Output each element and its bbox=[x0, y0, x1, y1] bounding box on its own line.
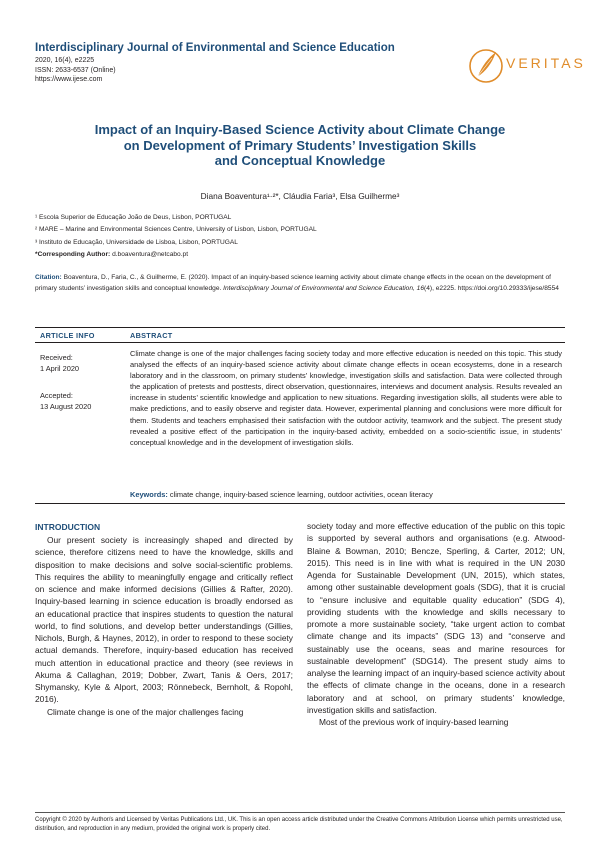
keywords-list: climate change, inquiry-based science learning, outdoor activities, ocean literacy bbox=[169, 490, 433, 499]
corresponding-email[interactable]: d.boaventura@netcabo.pt bbox=[112, 250, 189, 258]
title-line-3: and Conceptual Knowledge bbox=[214, 153, 386, 168]
col2-paragraph-2: Most of the previous work of inquiry-based learning bbox=[319, 717, 509, 727]
info-mid-rule bbox=[35, 342, 565, 343]
title-line-2: on Development of Primary Students’ Investigation Skills bbox=[123, 137, 477, 153]
affiliation-2: ² MARE – Marine and Environmental Sciences Centre, University of Lisbon, Lisbon, PORTUGAL bbox=[35, 226, 317, 234]
keywords-label: Keywords: bbox=[130, 490, 168, 499]
article-info-heading: ARTICLE INFO bbox=[40, 331, 95, 340]
article-title bbox=[50, 122, 550, 169]
received-date: 1 April 2020 bbox=[40, 364, 80, 373]
citation-tail[interactable]: (4), e2225. https://doi.org/10.29333/ijese/8554 bbox=[424, 285, 559, 292]
journal-volume: 2020, 16(4), e2225 bbox=[35, 57, 95, 64]
abstract-heading: ABSTRACT bbox=[130, 331, 173, 340]
citation-label: Citation: bbox=[35, 274, 62, 281]
authors: Diana Boaventura¹·²*, Cláudia Faria³, Elsa Guilherme³ bbox=[200, 191, 400, 201]
introduction-heading: INTRODUCTION bbox=[35, 522, 101, 532]
affiliations bbox=[35, 212, 317, 261]
col1-paragraph-1: Our present society is increasingly shaped and directed by science, therefore citizens need to have the knowledge, skills and disposition to make decisions and solve social-scientific problems. This requires the ability to meaningfully engage and critically reflect on science and make informed decisions (Gillies & Rafter, 2020). Inquiry-based learning in science education is broadly endorsed as an educational practice that inspires students to question the natural world, to find solutions, and develop better understandings (Gillies, Nichols, Burgh, & Haynes, 2012), in order to respond to these society actual demands. Therefore, inquiry-based education has received much attention in educational practice and theory (see reviews in Akuma & Callaghan, 2019; Dobber, Zwart, Tanis & Oers, 2017; Shymansky, Kyle & Alport, 2003; Rönnebeck, Bernholt, & Ropohl, 2016). bbox=[35, 535, 293, 705]
journal-name: Interdisciplinary Journal of Environmental and Science Education bbox=[35, 42, 395, 54]
journal-meta bbox=[35, 56, 116, 85]
accepted-label: Accepted: bbox=[40, 391, 73, 400]
citation-journal: Interdisciplinary Journal of Environmental and Science Education, 16 bbox=[223, 285, 425, 292]
journal-issn: ISSN: 2633-6537 (Online) bbox=[35, 66, 116, 74]
corresponding-label: *Corresponding Author: bbox=[35, 250, 111, 258]
copyright-footer: Copyright © 2020 by Author/s and Licensed by Veritas Publications Ltd., UK. This is an open access article distributed under the Creative Commons Attribution License which permits unrestricted use, distribution, and reproduction in any medium, provided the original work is properly cited. bbox=[35, 817, 563, 832]
info-top-rule bbox=[35, 327, 565, 328]
journal-url[interactable]: https://www.ijese.com bbox=[35, 76, 103, 84]
citation-text: Boaventura, D., Faria, C., & Guilherme, E. (2020). Impact of an inquiry-based science learning activity about climate change effects in the ocean on the development of primary students’ investigation skills and conceptual knowledge. bbox=[35, 274, 551, 292]
col2-paragraph-1: society today and more effective education of the public on this topic is supported by several authors and organisations (e.g. Atwood-Blaine & Bowman, 2010; Bencze, Sperling, & Carter, 2012; UN, 2015). This need is in line with what is required in the UN 2030 Agenda for Sustainable Development (UN, 2015), which states, among other sustainable development goals (SDG), that it is crucial to “ensure inclusive and equitable quality education” (SDG 4), providing students with the knowledge and skills necessary to promote a more sustainable society, “take urgent action to combat climate change and its impacts” (SDG 13) and “conserve and sustainably use the oceans, seas and marine resources for sustainable development” (SDG14). The present study aims to analyse the learning impact of an inquiry-based science activity about the effects of climate change in the oceans, done in a research laboratory and at school, on primary students’ knowledge, investigation skills and satisfaction. bbox=[307, 521, 565, 715]
title-line-1: Impact of an Inquiry-Based Science Activity about Climate Change bbox=[94, 122, 506, 137]
received-block bbox=[40, 352, 79, 374]
col1-paragraph-2: Climate change is one of the major challenges facing bbox=[47, 706, 244, 717]
affiliation-1: ¹ Escola Superior de Educação João de Deus, Lisbon, PORTUGAL bbox=[35, 214, 232, 221]
keywords-bottom-rule bbox=[35, 503, 565, 504]
corresponding-author bbox=[35, 249, 317, 261]
abstract-text: Climate change is one of the major challenges facing society today and more effective education is needed on this topic. This study analysed the effects of an inquiry-based science activity about climate change effects in ocean ecosystems, done in a research laboratory and in the classroom, on primary students’ knowledge, investigation skills and satisfaction. Data were collected through the application of pretests and posttests, direct observation, questionnaires, interviews and document analysis. Results revealed an increase in students’ scientific knowledge and application to new situations. Regarding investigation skills, all students were able to make predictions, and to easily observe and register data. However, experimental planning and conclusions were more difficult for them. Students and teachers emphasised their satisfaction with the outdoor activity, teamwork and the subject. The present study revealed a positive effect of the participation in the inquiry-based activity, embedded on a socio-scientific issue, in students’ conceptual knowledge and in the development of investigation skills. bbox=[130, 349, 562, 447]
logo-text: VERITAS bbox=[506, 55, 586, 71]
affiliation-3: ³ Instituto de Educação, Universidade de Lisboa, Lisbon, PORTUGAL bbox=[35, 238, 238, 246]
citation bbox=[35, 272, 565, 294]
body-column-1 bbox=[35, 534, 293, 718]
footer-rule bbox=[35, 812, 565, 813]
received-label: Received: bbox=[40, 353, 73, 362]
keywords bbox=[130, 490, 433, 499]
body-column-2 bbox=[307, 520, 565, 728]
accepted-date: 13 August 2020 bbox=[40, 402, 92, 411]
accepted-block bbox=[40, 390, 91, 412]
